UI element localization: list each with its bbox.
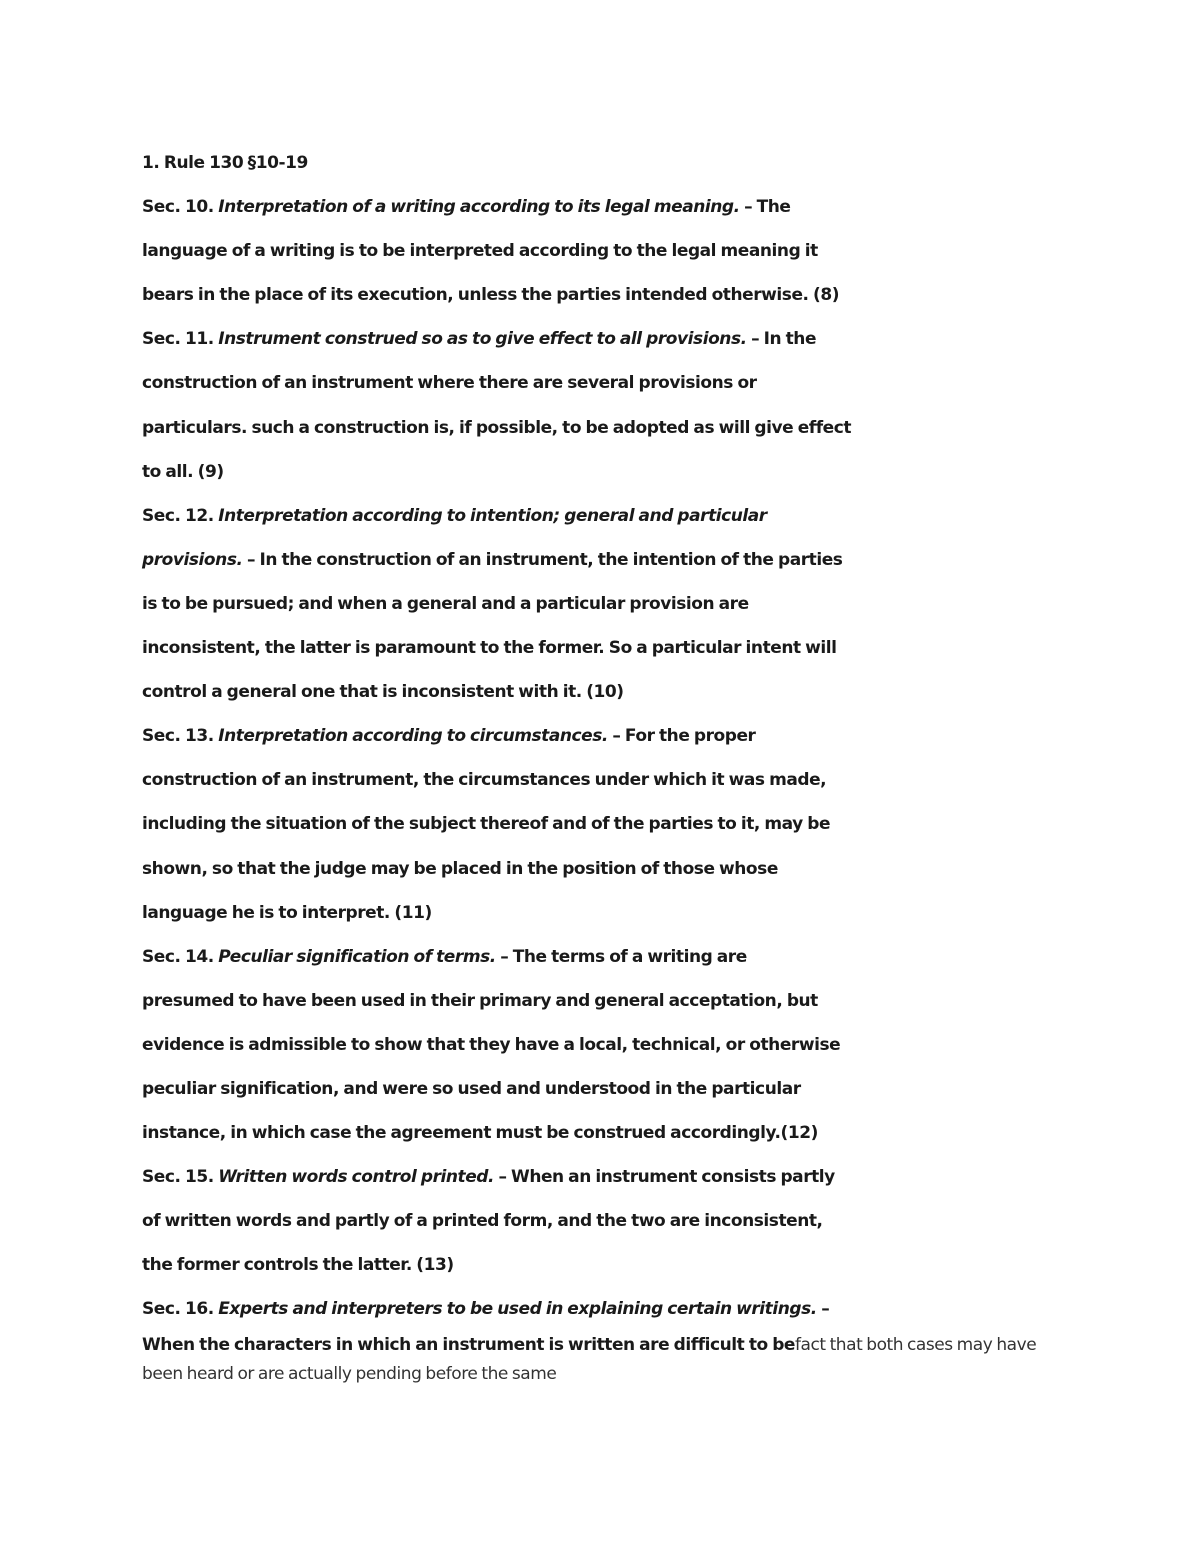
line-text: to all. (9) xyxy=(142,461,224,482)
document-body xyxy=(142,141,862,1332)
line-text: is to be pursued; and when a general and a particular provision are xyxy=(142,593,749,614)
tail-bold-text: When the characters in which an instrument is written are difficult to be xyxy=(142,1335,795,1355)
document-tail xyxy=(142,1331,1142,1389)
line-text: bears in the place of its execution, unless the parties intended otherwise. (8) xyxy=(142,285,840,306)
text-line xyxy=(142,317,862,361)
line-text: Sec. 11. xyxy=(142,329,219,350)
text-line xyxy=(142,1023,862,1067)
section-title: Interpretation of a writing according to its legal meaning. xyxy=(218,197,740,218)
text-line xyxy=(142,802,862,846)
text-line xyxy=(142,758,862,802)
line-text: peculiar signification, and were so used and understood in the particular xyxy=(142,1078,801,1099)
text-line xyxy=(142,229,862,273)
text-line xyxy=(142,582,862,626)
text-line xyxy=(142,406,862,450)
line-text: – For the proper xyxy=(607,726,756,747)
line-text: control a general one that is inconsistent with it. (10) xyxy=(142,682,624,703)
section-title: Experts and interpreters to be used in explaining certain writings. xyxy=(218,1299,817,1320)
section-title: Instrument construed so as to give effect to all provisions. xyxy=(218,329,747,350)
text-line xyxy=(142,670,862,714)
text-lines xyxy=(142,185,862,1331)
section-title: Interpretation according to circumstances. xyxy=(218,726,608,747)
line-text: Sec. 10. xyxy=(142,197,219,218)
line-text: inconsistent, the latter is paramount to the former. So a particular intent will xyxy=(142,638,837,659)
text-line xyxy=(142,361,862,405)
line-text: – When an instrument consists partly xyxy=(494,1167,835,1188)
line-text: presumed to have been used in their primary and general acceptation, but xyxy=(142,990,818,1011)
line-text: – The terms of a writing are xyxy=(495,946,747,967)
section-title: provisions. xyxy=(142,549,243,570)
text-line xyxy=(142,714,862,758)
tail-line-1 xyxy=(142,1331,1142,1360)
line-text: instance, in which case the agreement must be construed accordingly.(12) xyxy=(142,1123,818,1144)
text-line xyxy=(142,935,862,979)
line-text: – In the xyxy=(746,329,817,350)
line-text: construction of an instrument where there are several provisions or xyxy=(142,373,757,394)
line-text: Sec. 15. xyxy=(142,1167,219,1188)
line-text: Sec. 14. xyxy=(142,946,219,967)
text-line xyxy=(142,1067,862,1111)
section-title: Written words control printed. xyxy=(218,1167,495,1188)
line-text: particulars. such a construction is, if possible, to be adopted as will give effect xyxy=(142,417,852,438)
line-text: of written words and partly of a printed form, and the two are inconsistent, xyxy=(142,1211,823,1232)
text-line xyxy=(142,1287,862,1331)
text-line xyxy=(142,1199,862,1243)
text-line xyxy=(142,450,862,494)
text-line xyxy=(142,538,862,582)
line-text: evidence is admissible to show that they have a local, technical, or otherwise xyxy=(142,1034,841,1055)
text-line xyxy=(142,1155,862,1199)
line-text: Sec. 16. xyxy=(142,1299,219,1320)
section-title: Interpretation according to intention; general and particular xyxy=(218,505,767,526)
line-text: Sec. 13. xyxy=(142,726,219,747)
text-line xyxy=(142,185,862,229)
line-text: – xyxy=(816,1299,830,1320)
section-title: Peculiar signification of terms. xyxy=(218,946,496,967)
line-text: Sec. 12. xyxy=(142,505,219,526)
line-text: the former controls the latter. (13) xyxy=(142,1255,454,1276)
line-text: – The xyxy=(739,197,791,218)
tail-light-text: fact that both cases may have xyxy=(795,1335,1037,1355)
text-line xyxy=(142,494,862,538)
tail-line-2: been heard or are actually pending before the same xyxy=(142,1364,557,1384)
line-text: shown, so that the judge may be placed in the position of those whose xyxy=(142,858,778,879)
line-text: language of a writing is to be interpreted according to the legal meaning it xyxy=(142,241,818,262)
document-heading: 1. Rule 130 §10-19 xyxy=(142,153,308,173)
text-line xyxy=(142,1111,862,1155)
line-text: including the situation of the subject thereof and of the parties to it, may be xyxy=(142,814,831,835)
text-line xyxy=(142,979,862,1023)
text-line xyxy=(142,273,862,317)
line-text: language he is to interpret. (11) xyxy=(142,902,432,923)
text-line xyxy=(142,1243,862,1287)
line-text: construction of an instrument, the circumstances under which it was made, xyxy=(142,770,827,791)
text-line xyxy=(142,626,862,670)
line-text: – In the construction of an instrument, the intention of the parties xyxy=(242,549,843,570)
text-line xyxy=(142,891,862,935)
text-line xyxy=(142,847,862,891)
